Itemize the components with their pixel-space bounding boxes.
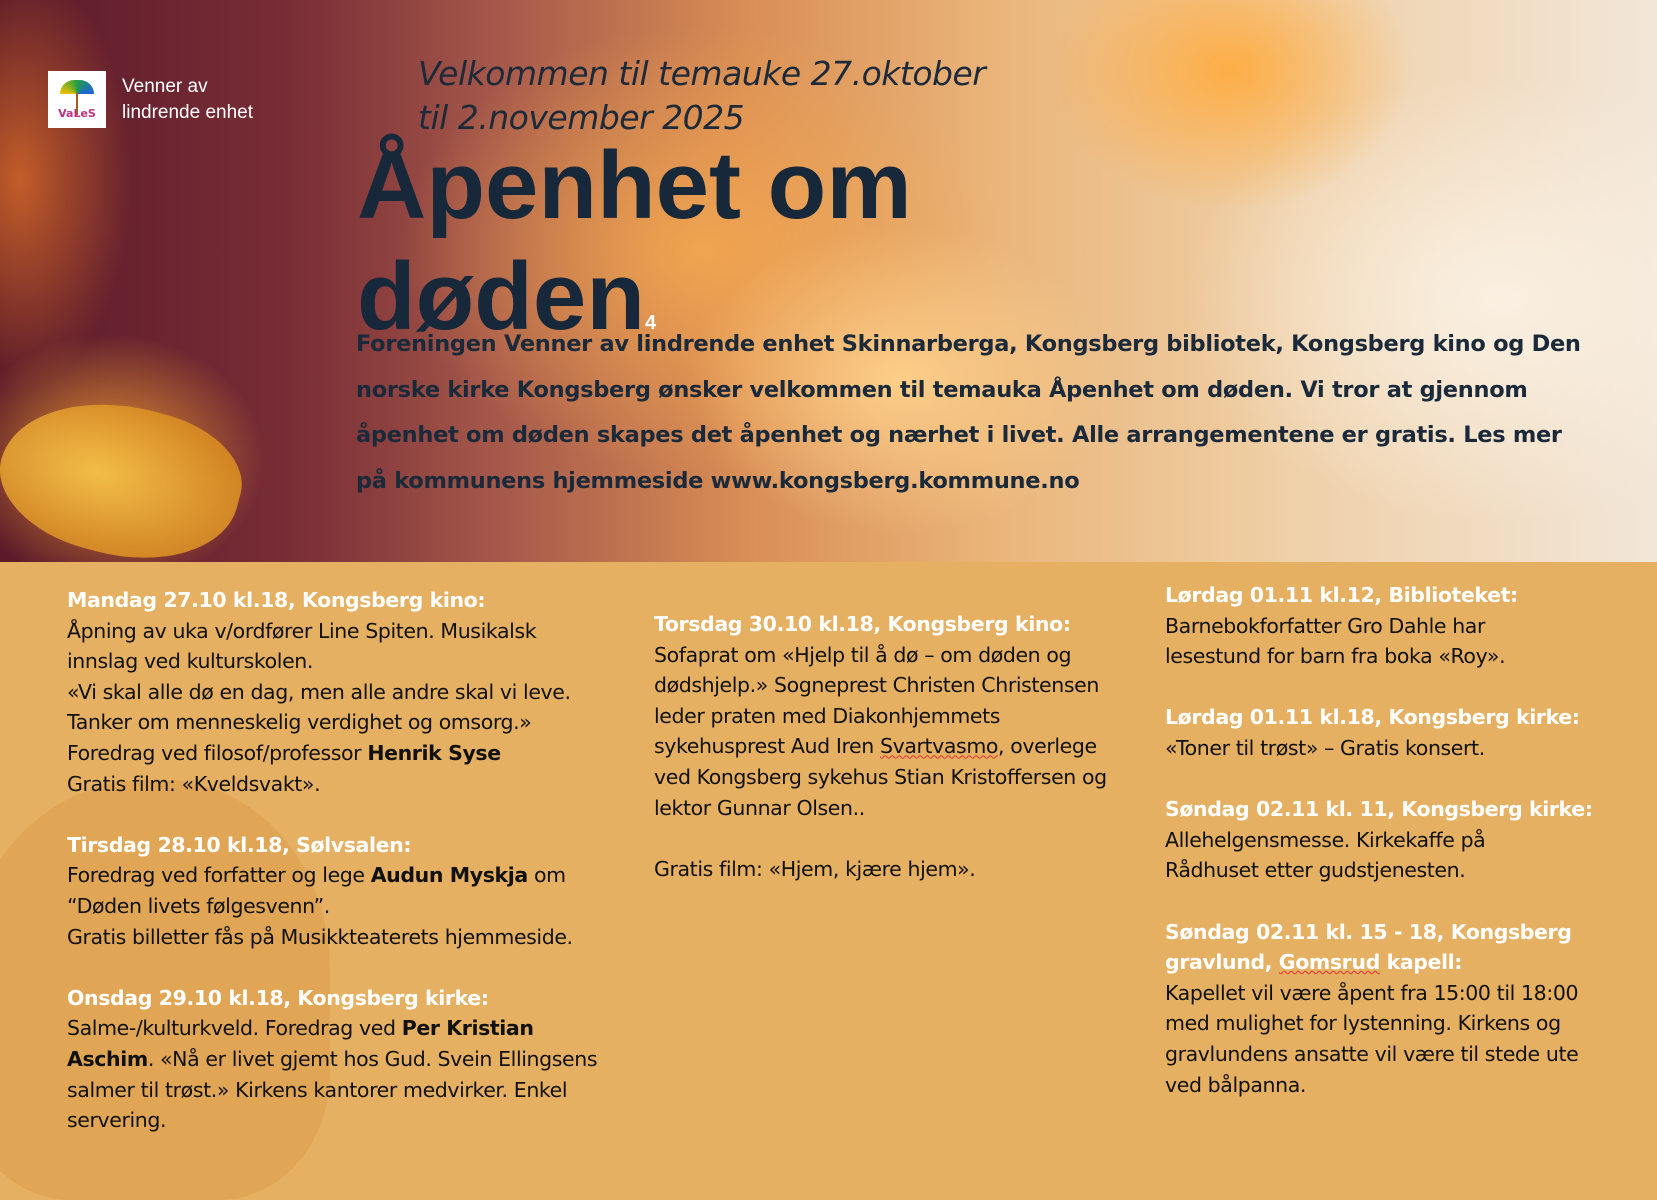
text-segment: “Døden livets følgesvenn”.	[67, 893, 330, 918]
event-text-line	[67, 1013, 597, 1044]
event-text-line	[654, 731, 1107, 762]
text-segment: Søndag 02.11 kl. 11, Kongsberg kirke:	[1165, 797, 1593, 822]
text-segment: gravlundens ansatte vil være til stede ute	[1165, 1041, 1579, 1066]
text-segment: Kapellet vil være åpent fra 15:00 til 18:00	[1165, 980, 1579, 1005]
logo-text: VaLeS	[58, 107, 96, 120]
org-line: Venner av	[122, 76, 208, 97]
event-text-line	[67, 707, 597, 738]
text-segment: Svartvasmo	[879, 734, 999, 759]
event-text-line	[67, 677, 597, 708]
text-segment: gravlund,	[1165, 950, 1279, 975]
program-column-2	[654, 609, 1107, 884]
text-segment: Lørdag 01.11 kl.18, Kongsberg kirke:	[1165, 705, 1580, 730]
text-segment: servering.	[67, 1108, 167, 1133]
vales-logo	[48, 71, 106, 128]
umbrella-icon	[60, 80, 94, 94]
speaker-name: Audun Myskja	[370, 863, 528, 888]
event-text-line	[1165, 978, 1593, 1009]
title-line: Åpenhet om	[357, 132, 912, 239]
event-text-line	[1165, 1070, 1593, 1101]
event-text-line	[67, 952, 597, 983]
event-text-line	[1165, 672, 1593, 703]
event-text-line	[67, 769, 597, 800]
text-segment: kapell:	[1379, 950, 1463, 975]
text-segment: Barnebokforfatter Gro Dahle har	[1165, 613, 1485, 638]
event-heading	[67, 830, 597, 861]
text-segment: salmer til trøst.» Kirkens kantorer medvirker. Enkel	[67, 1077, 568, 1102]
event-heading	[1165, 947, 1593, 978]
program-column-1	[67, 585, 597, 1136]
speaker-name: Per Kristian	[401, 1016, 534, 1041]
text-segment: Tanker om menneskelig verdighet og omsorg.»	[67, 710, 532, 735]
organization-name	[122, 74, 253, 126]
title-line: døden	[357, 243, 645, 350]
event-text-line	[67, 646, 597, 677]
text-segment: Onsdag 29.10 kl.18, Kongsberg kirke:	[67, 985, 489, 1010]
event-text-line	[67, 738, 597, 769]
event-text-line	[67, 1075, 597, 1106]
text-segment: Gratis billetter fås på Musikkteaterets hjemmeside.	[67, 924, 573, 949]
text-segment: om	[527, 863, 566, 888]
speaker-name: Henrik Syse	[367, 740, 501, 765]
speaker-name: Aschim	[67, 1046, 148, 1071]
text-segment: Gratis film: «Hjem, kjære hjem».	[654, 856, 976, 881]
event-text-line	[654, 701, 1107, 732]
text-segment: Allehelgensmesse. Kirkekaffe på	[1165, 827, 1486, 852]
event-text-line	[654, 823, 1107, 854]
title-suffix: 4	[644, 312, 657, 334]
event-text-line	[1165, 855, 1593, 886]
event-text-line	[67, 616, 597, 647]
event-text-line	[1165, 886, 1593, 917]
text-segment: Foredrag ved forfatter og lege	[67, 863, 371, 888]
text-segment: dødshjelp.» Sogneprest Christen Christensen	[654, 673, 1099, 698]
text-segment: Gomsrud	[1278, 950, 1380, 975]
event-text-line	[67, 922, 597, 953]
hero-banner	[0, 0, 1657, 562]
text-segment: , overlege	[998, 734, 1097, 759]
intro-line: Foreningen Venner av lindrende enhet Skinnarberga, Kongsberg bibliotek, Kongsberg kino og Den	[356, 331, 1581, 357]
event-heading	[67, 983, 597, 1014]
intro-line: på kommunens hjemmeside www.kongsberg.kommune.no	[356, 467, 1080, 494]
text-segment: Søndag 02.11 kl. 15 - 18, Kongsberg	[1165, 919, 1572, 944]
intro-line: norske kirke Kongsberg ønsker velkommen til temauka Åpenhet om døden. Vi tror at gjennom	[356, 376, 1528, 403]
event-text-line	[67, 1044, 597, 1075]
text-segment: Rådhuset etter gudstjenesten.	[1165, 858, 1466, 883]
text-segment: leder praten med Diakonhjemmets	[654, 703, 1001, 728]
welcome-line: Velkommen til temauke 27.oktober	[418, 54, 986, 93]
text-segment: Sofaprat om «Hjelp til å dø – om døden og	[654, 642, 1072, 667]
intro-paragraph	[356, 322, 1656, 504]
welcome-line: til 2.november 2025	[418, 98, 745, 137]
event-heading	[1165, 794, 1593, 825]
event-text-line	[654, 854, 1107, 885]
event-heading	[654, 609, 1107, 640]
text-segment: Salme-/kulturkveld. Foredrag ved	[67, 1016, 402, 1041]
program-column-3	[1165, 580, 1593, 1100]
event-text-line	[654, 793, 1107, 824]
event-text-line	[654, 640, 1107, 671]
event-text-line	[67, 799, 597, 830]
event-text-line	[654, 670, 1107, 701]
event-heading	[1165, 580, 1593, 611]
text-segment: . «Nå er livet gjemt hos Gud. Svein Ellingsens	[147, 1046, 598, 1071]
org-line: lindrende enhet	[122, 102, 253, 123]
event-text-line	[67, 860, 597, 891]
text-segment: Åpning av uka v/ordfører Line Spiten. Musikalsk	[67, 618, 537, 643]
event-text-line	[67, 1105, 597, 1136]
autumn-leaf-image	[0, 376, 255, 562]
text-segment: «Toner til trøst» – Gratis konsert.	[1165, 735, 1485, 760]
event-heading	[67, 585, 597, 616]
text-segment: lektor Gunnar Olsen..	[654, 795, 865, 820]
text-segment: ved bålpanna.	[1165, 1072, 1306, 1097]
event-text-line	[654, 762, 1107, 793]
event-text-line	[1165, 764, 1593, 795]
text-segment: innslag ved kulturskolen.	[67, 649, 313, 674]
text-segment: Mandag 27.10 kl.18, Kongsberg kino:	[67, 588, 486, 612]
event-text-line	[67, 891, 597, 922]
event-heading	[1165, 917, 1593, 948]
event-text-line	[1165, 641, 1593, 672]
event-text-line	[1165, 611, 1593, 642]
text-segment: Gratis film: «Kveldsvakt».	[67, 771, 321, 796]
text-segment: Torsdag 30.10 kl.18, Kongsberg kino:	[654, 612, 1071, 636]
text-segment: lesestund for barn fra boka «Roy».	[1165, 644, 1506, 669]
event-text-line	[1165, 1008, 1593, 1039]
text-segment: «Vi skal alle dø en dag, men alle andre skal vi leve.	[67, 679, 571, 704]
event-text-line	[1165, 825, 1593, 856]
text-segment: Foredrag ved filosof/professor	[67, 740, 368, 765]
text-segment: ved Kongsberg sykehus Stian Kristoffersen og	[654, 764, 1107, 789]
text-segment: Lørdag 01.11 kl.12, Biblioteket:	[1165, 583, 1518, 607]
intro-line: åpenhet om døden skapes det åpenhet og nærhet i livet. Alle arrangementene er gratis. Les mer	[356, 422, 1562, 448]
text-segment: med mulighet for lystenning. Kirkens og	[1165, 1011, 1561, 1036]
text-segment: sykehusprest Aud Iren	[654, 734, 880, 759]
event-text-line	[1165, 1039, 1593, 1070]
event-text-line	[1165, 733, 1593, 764]
welcome-heading	[418, 52, 985, 140]
text-segment: Tirsdag 28.10 kl.18, Sølvsalen:	[67, 832, 412, 857]
event-heading	[1165, 702, 1593, 733]
